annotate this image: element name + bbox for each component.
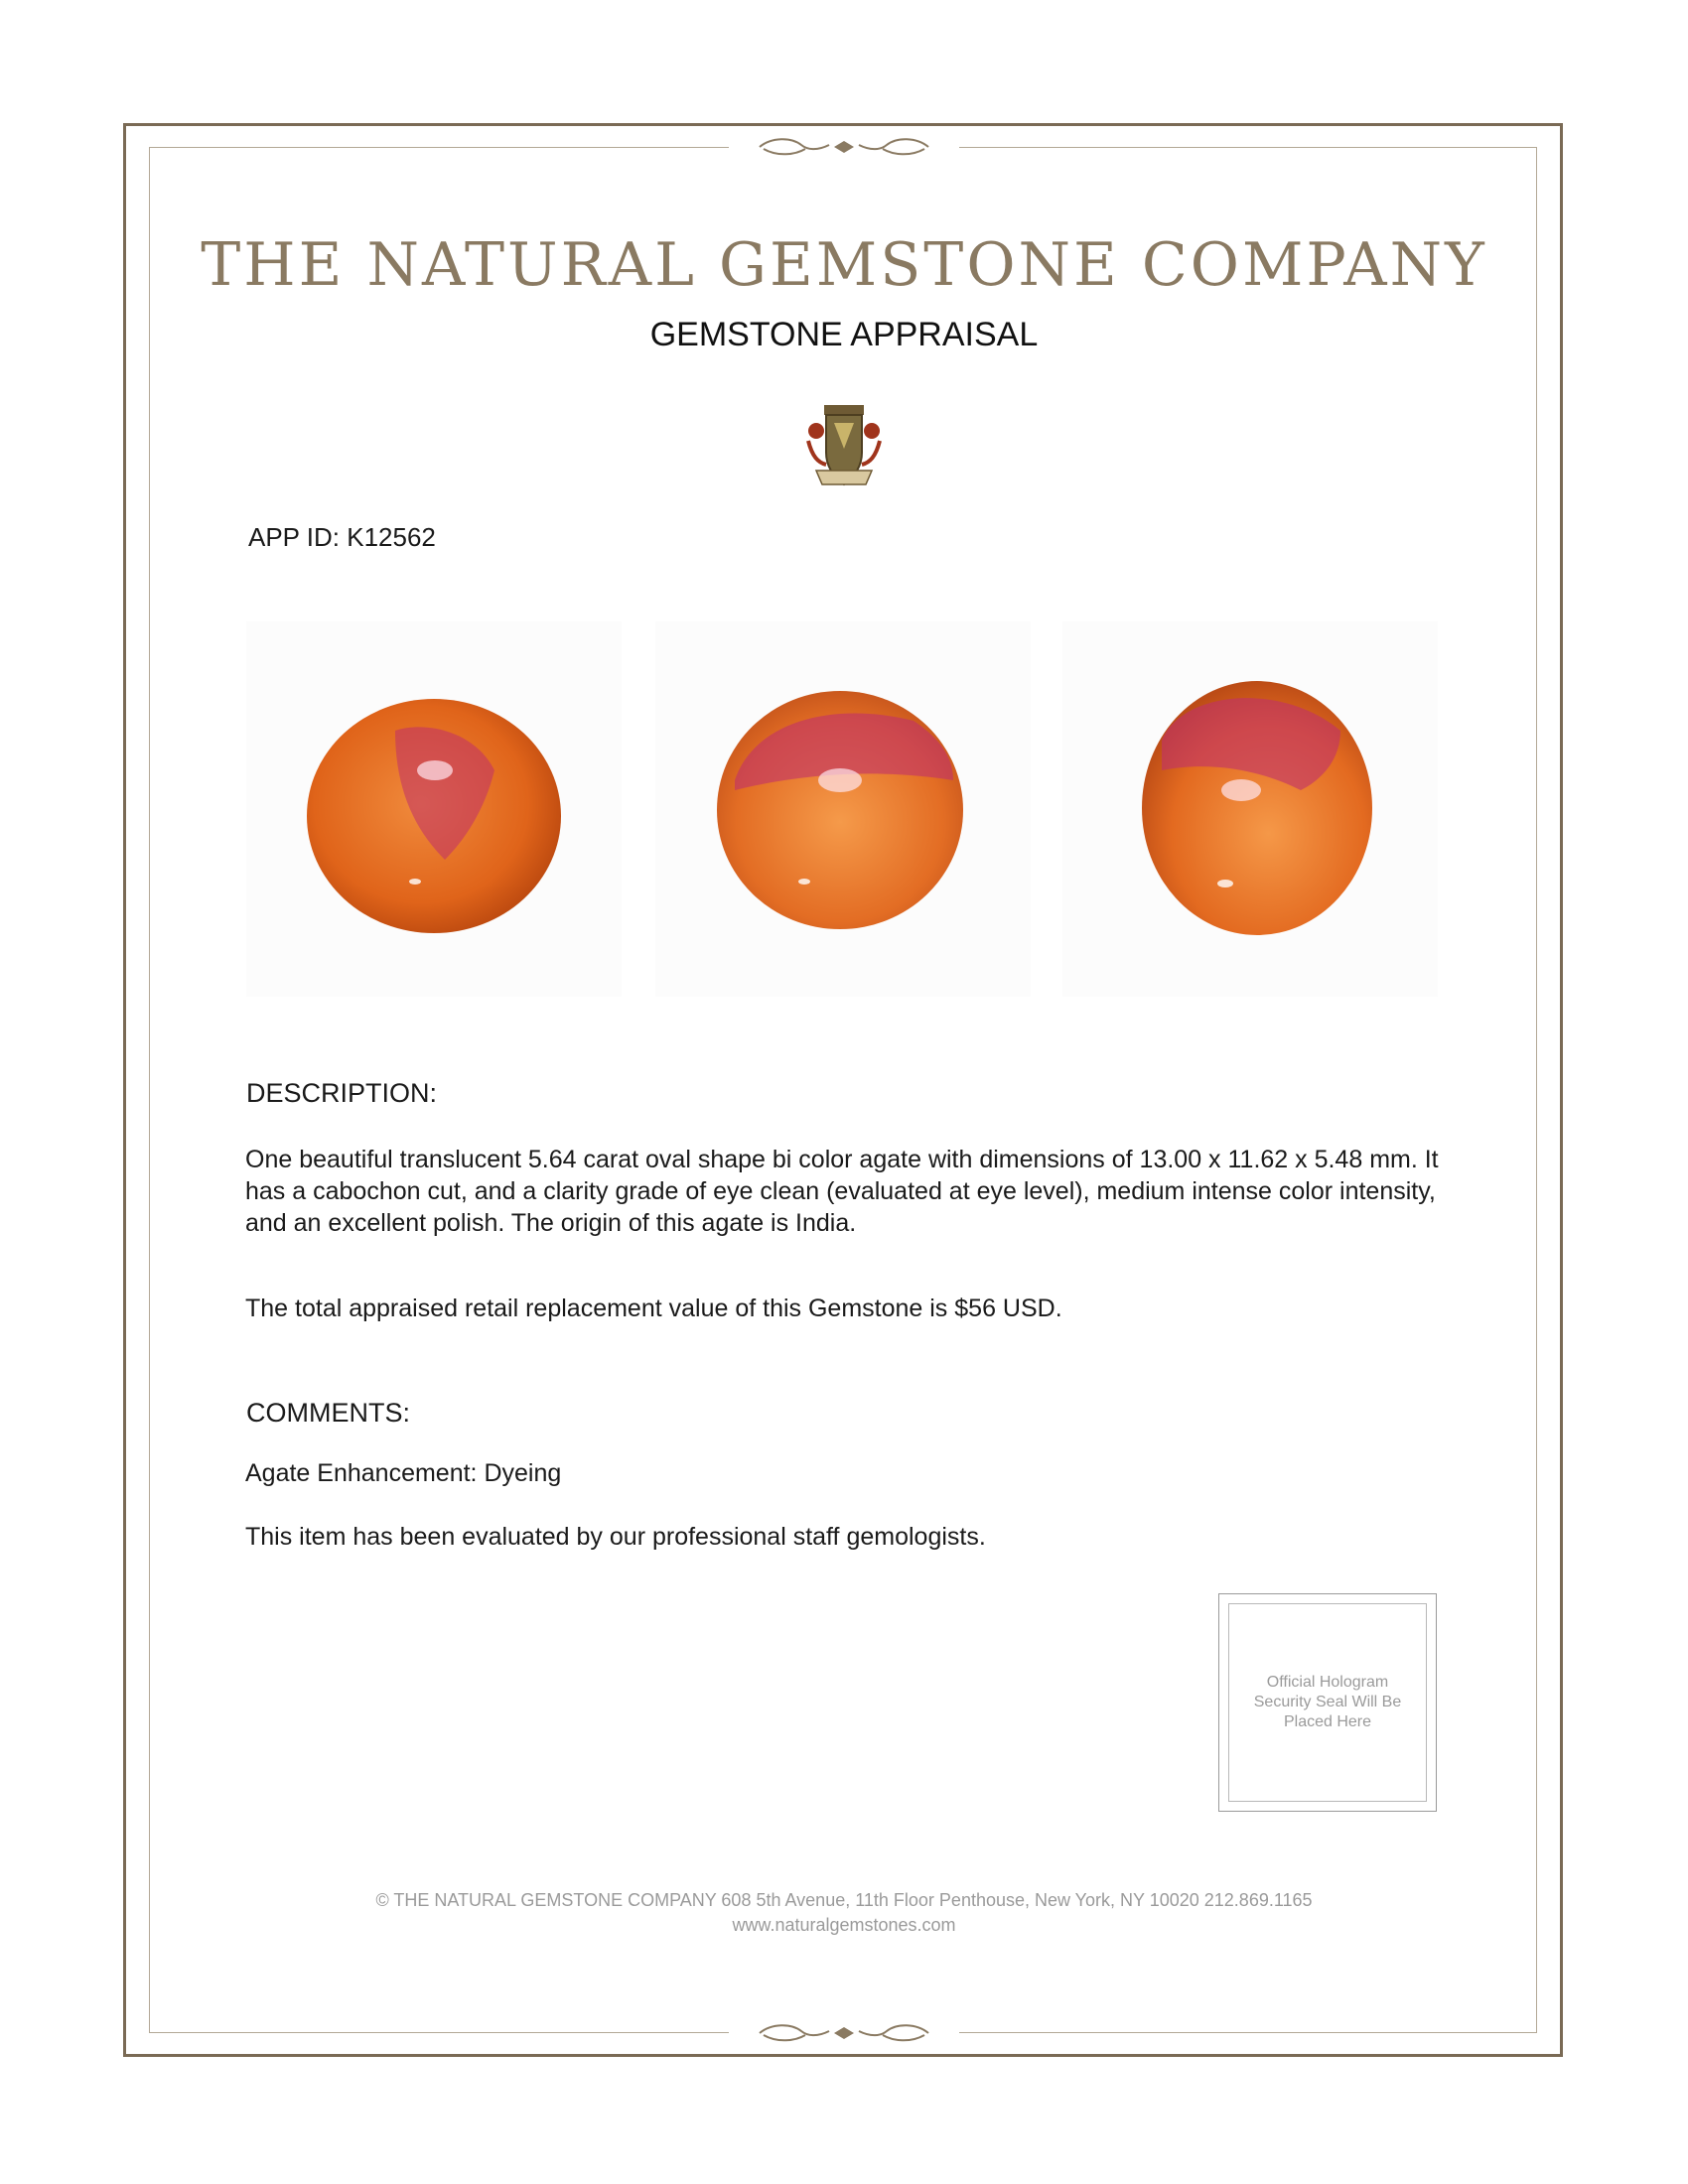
app-id-label: APP ID: [248, 522, 341, 552]
document-title: GEMSTONE APPRAISAL [649, 316, 1039, 353]
top-scroll-ornament-icon [750, 135, 938, 159]
gem-photo-3 [1062, 621, 1438, 997]
footer-address: © THE NATURAL GEMSTONE COMPANY 608 5th Avenue, 11th Floor Penthouse, New York, NY 10020 212.869.1165 [375, 1890, 1313, 1910]
app-id-value: K12562 [347, 522, 436, 552]
gem-photo-1 [246, 621, 622, 997]
gem-photo-2 [655, 621, 1031, 997]
company-name: THE NATURAL GEMSTONE COMPANY [201, 230, 1487, 300]
description-text: One beautiful translucent 5.64 carat oval shape bi color agate with dimensions of 13.00 x 11.62 x 5.48 mm. It has a cabochon cut, and a clarity grade of eye clean (evaluated at eye level), medium intense color intensity, and an excellent polish. The origin of this agate is India. [245, 1146, 1439, 1237]
appraised-value-text: The total appraised retail replacement value of this Gemstone is $56 USD. [245, 1295, 1062, 1322]
app-id [248, 522, 436, 553]
heraldic-crest-icon [804, 401, 884, 492]
enhancement-text: Agate Enhancement: Dyeing [245, 1459, 562, 1487]
evaluation-note: This item has been evaluated by our professional staff gemologists. [245, 1523, 986, 1551]
comments-heading: COMMENTS: [246, 1398, 410, 1428]
bottom-scroll-ornament-icon [750, 2021, 938, 2045]
hologram-seal-text: Official Hologram Security Seal Will Be Placed Here [1253, 1674, 1402, 1730]
description-heading: DESCRIPTION: [246, 1078, 438, 1108]
hologram-seal-inner [1228, 1603, 1427, 1802]
footer-website: www.naturalgemstones.com [732, 1915, 956, 1935]
